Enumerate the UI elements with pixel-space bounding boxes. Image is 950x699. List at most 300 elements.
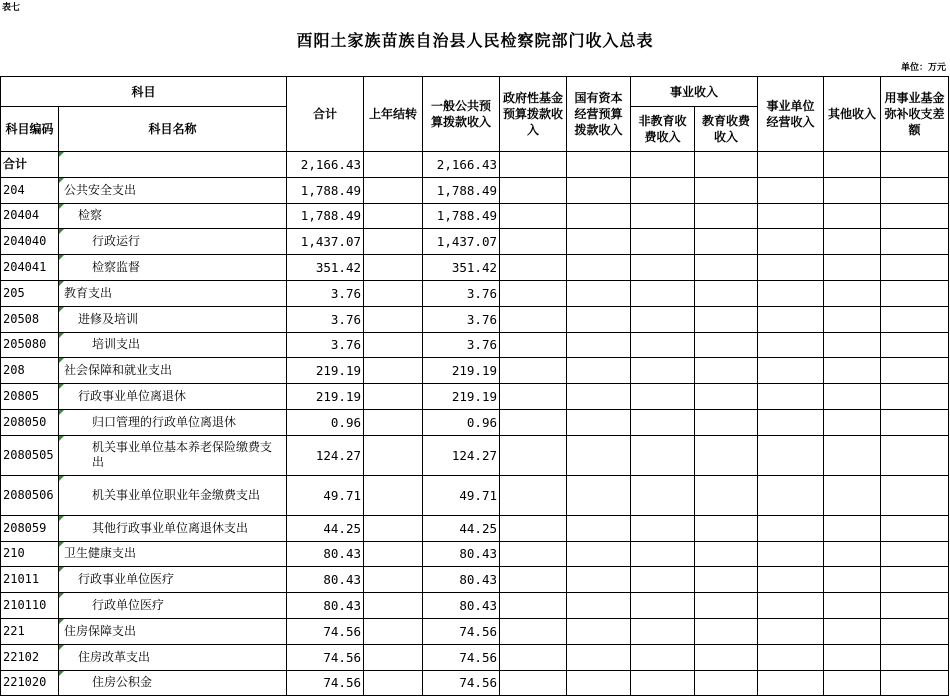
cell-reserve-fund: [881, 203, 949, 229]
cell-other-income: [824, 358, 881, 384]
cell-marker-icon: [59, 178, 64, 183]
subject-name-text: 行政单位医疗: [92, 598, 165, 613]
cell-unit-business: [758, 644, 824, 670]
subject-name-text: 行政事业单位医疗: [78, 572, 175, 587]
cell-carryover: [364, 593, 423, 619]
cell-state-capital: [567, 177, 631, 203]
cell-unit-business: [758, 203, 824, 229]
header-subject: 科目: [1, 77, 287, 107]
cell-subject-code: 20805: [1, 384, 59, 410]
subject-name-text: 其他行政事业单位离退休支出: [92, 520, 249, 535]
cell-education-fee: [695, 567, 758, 593]
cell-reserve-fund: [881, 593, 949, 619]
cell-general-budget: 80.43: [423, 593, 500, 619]
cell-carryover: [364, 409, 423, 435]
cell-unit-business: [758, 475, 824, 515]
income-summary-table: [0, 76, 949, 696]
cell-carryover: [364, 280, 423, 306]
subject-name-text: 社会保障和就业支出: [64, 363, 173, 378]
cell-carryover: [364, 229, 423, 255]
cell-carryover: [364, 618, 423, 644]
cell-carryover: [364, 255, 423, 281]
cell-general-budget: 124.27: [423, 435, 500, 475]
cell-unit-business: [758, 306, 824, 332]
cell-gov-fund: [500, 332, 567, 358]
cell-other-income: [824, 670, 881, 696]
cell-total: 1,437.07: [287, 229, 364, 255]
header-subject-name: 科目名称: [59, 107, 287, 152]
cell-subject-name: [59, 177, 287, 203]
cell-total: 44.25: [287, 515, 364, 541]
cell-reserve-fund: [881, 332, 949, 358]
subject-name-text: 进修及培训: [78, 311, 139, 326]
cell-state-capital: [567, 435, 631, 475]
cell-education-fee: [695, 152, 758, 178]
cell-marker-icon: [59, 671, 64, 676]
cell-state-capital: [567, 409, 631, 435]
cell-gov-fund: [500, 541, 567, 567]
cell-marker-icon: [59, 645, 64, 650]
cell-other-income: [824, 152, 881, 178]
cell-non-education-fee: [631, 280, 695, 306]
cell-reserve-fund: [881, 152, 949, 178]
cell-state-capital: [567, 475, 631, 515]
header-subject-code: 科目编码: [1, 107, 59, 152]
cell-carryover: [364, 332, 423, 358]
cell-other-income: [824, 567, 881, 593]
cell-subject-code: 21011: [1, 567, 59, 593]
cell-subject-code: 204: [1, 177, 59, 203]
cell-general-budget: 351.42: [423, 255, 500, 281]
cell-reserve-fund: [881, 515, 949, 541]
cell-state-capital: [567, 567, 631, 593]
table-row: [1, 255, 949, 281]
cell-reserve-fund: [881, 409, 949, 435]
cell-total: 219.19: [287, 358, 364, 384]
table-row: [1, 618, 949, 644]
cell-gov-fund: [500, 567, 567, 593]
cell-reserve-fund: [881, 229, 949, 255]
cell-subject-name: [59, 567, 287, 593]
cell-carryover: [364, 306, 423, 332]
cell-carryover: [364, 435, 423, 475]
table-row: [1, 670, 949, 696]
header-total: 合计: [287, 77, 364, 152]
cell-total: 3.76: [287, 280, 364, 306]
cell-general-budget: 0.96: [423, 409, 500, 435]
cell-general-budget: 3.76: [423, 306, 500, 332]
table-row: [1, 515, 949, 541]
cell-state-capital: [567, 203, 631, 229]
cell-state-capital: [567, 670, 631, 696]
cell-state-capital: [567, 593, 631, 619]
cell-gov-fund: [500, 358, 567, 384]
cell-subject-code: 22102: [1, 644, 59, 670]
cell-total: 80.43: [287, 541, 364, 567]
cell-reserve-fund: [881, 177, 949, 203]
cell-unit-business: [758, 280, 824, 306]
cell-marker-icon: [59, 229, 64, 234]
cell-subject-name: [59, 229, 287, 255]
cell-general-budget: 49.71: [423, 475, 500, 515]
cell-marker-icon: [59, 152, 64, 157]
cell-education-fee: [695, 255, 758, 281]
cell-subject-name: [59, 384, 287, 410]
cell-subject-code: 210110: [1, 593, 59, 619]
cell-unit-business: [758, 152, 824, 178]
cell-general-budget: 3.76: [423, 332, 500, 358]
cell-general-budget: 219.19: [423, 384, 500, 410]
cell-general-budget: 44.25: [423, 515, 500, 541]
cell-subject-code: 204041: [1, 255, 59, 281]
cell-subject-code: 2080506: [1, 475, 59, 515]
table-row: [1, 475, 949, 515]
cell-other-income: [824, 384, 881, 410]
cell-other-income: [824, 644, 881, 670]
cell-education-fee: [695, 435, 758, 475]
cell-subject-code: 208: [1, 358, 59, 384]
table-row: [1, 332, 949, 358]
cell-marker-icon: [59, 516, 64, 521]
cell-unit-business: [758, 229, 824, 255]
cell-other-income: [824, 332, 881, 358]
cell-total: 0.96: [287, 409, 364, 435]
subject-name-text: 教育支出: [64, 285, 113, 300]
cell-reserve-fund: [881, 670, 949, 696]
cell-subject-code: 2080505: [1, 435, 59, 475]
cell-non-education-fee: [631, 435, 695, 475]
cell-total: 74.56: [287, 618, 364, 644]
cell-total: 2,166.43: [287, 152, 364, 178]
cell-other-income: [824, 280, 881, 306]
cell-general-budget: 1,437.07: [423, 229, 500, 255]
cell-gov-fund: [500, 515, 567, 541]
table-row: [1, 593, 949, 619]
cell-subject-code: 221020: [1, 670, 59, 696]
cell-subject-code: 208050: [1, 409, 59, 435]
cell-reserve-fund: [881, 255, 949, 281]
subject-name-text: 机关事业单位职业年金缴费支出: [92, 487, 261, 502]
table-row: [1, 384, 949, 410]
cell-reserve-fund: [881, 644, 949, 670]
cell-subject-name: [59, 255, 287, 281]
cell-education-fee: [695, 203, 758, 229]
cell-carryover: [364, 644, 423, 670]
cell-unit-business: [758, 332, 824, 358]
cell-state-capital: [567, 384, 631, 410]
cell-subject-name: [59, 618, 287, 644]
cell-state-capital: [567, 541, 631, 567]
subject-name-text: 归口管理的行政单位离退休: [92, 414, 237, 429]
cell-other-income: [824, 229, 881, 255]
cell-subject-name: [59, 152, 287, 178]
cell-gov-fund: [500, 409, 567, 435]
cell-carryover: [364, 384, 423, 410]
cell-subject-name: [59, 644, 287, 670]
cell-reserve-fund: [881, 475, 949, 515]
cell-general-budget: 74.56: [423, 644, 500, 670]
cell-marker-icon: [59, 307, 64, 312]
cell-education-fee: [695, 332, 758, 358]
table-row: [1, 541, 949, 567]
table-row: [1, 409, 949, 435]
cell-subject-code: 204040: [1, 229, 59, 255]
cell-gov-fund: [500, 644, 567, 670]
cell-non-education-fee: [631, 618, 695, 644]
header-business-income: 事业收入: [631, 77, 758, 107]
cell-state-capital: [567, 306, 631, 332]
table-number-tag: 表七: [2, 3, 21, 13]
cell-marker-icon: [59, 358, 64, 363]
table-row: [1, 435, 949, 475]
cell-unit-business: [758, 618, 824, 644]
cell-gov-fund: [500, 618, 567, 644]
cell-carryover: [364, 177, 423, 203]
cell-gov-fund: [500, 593, 567, 619]
cell-education-fee: [695, 618, 758, 644]
cell-education-fee: [695, 409, 758, 435]
cell-state-capital: [567, 644, 631, 670]
cell-non-education-fee: [631, 229, 695, 255]
unit-label: 单位：万元: [900, 63, 946, 73]
cell-education-fee: [695, 177, 758, 203]
cell-education-fee: [695, 593, 758, 619]
cell-subject-name: [59, 409, 287, 435]
cell-other-income: [824, 593, 881, 619]
cell-subject-code: 205080: [1, 332, 59, 358]
cell-education-fee: [695, 229, 758, 255]
cell-total: 80.43: [287, 567, 364, 593]
header-education-fee: 教育收费收入: [695, 107, 758, 152]
header-gov-fund: 政府性基金预算拨款收入: [500, 77, 567, 152]
cell-marker-icon: [59, 593, 64, 598]
cell-reserve-fund: [881, 384, 949, 410]
cell-subject-code: 208059: [1, 515, 59, 541]
cell-total: 1,788.49: [287, 177, 364, 203]
cell-general-budget: 219.19: [423, 358, 500, 384]
cell-education-fee: [695, 384, 758, 410]
header-carryover: 上年结转: [364, 77, 423, 152]
cell-gov-fund: [500, 475, 567, 515]
header-other-income: 其他收入: [824, 77, 881, 152]
cell-total: 49.71: [287, 475, 364, 515]
cell-general-budget: 80.43: [423, 541, 500, 567]
cell-state-capital: [567, 358, 631, 384]
table-row: [1, 229, 949, 255]
cell-non-education-fee: [631, 541, 695, 567]
cell-unit-business: [758, 593, 824, 619]
page-title: 酉阳土家族苗族自治县人民检察院部门收入总表: [296, 31, 654, 50]
subject-name-text: 检察: [78, 208, 103, 223]
cell-general-budget: 3.76: [423, 280, 500, 306]
table-row: [1, 177, 949, 203]
cell-non-education-fee: [631, 152, 695, 178]
cell-state-capital: [567, 332, 631, 358]
table-row: [1, 280, 949, 306]
subject-name-text: 机关事业单位基本养老保险缴费支出: [92, 440, 273, 470]
table-row: [1, 203, 949, 229]
cell-unit-business: [758, 435, 824, 475]
cell-general-budget: 74.56: [423, 618, 500, 644]
cell-other-income: [824, 435, 881, 475]
cell-total: 80.43: [287, 593, 364, 619]
cell-unit-business: [758, 255, 824, 281]
cell-non-education-fee: [631, 255, 695, 281]
cell-total: 351.42: [287, 255, 364, 281]
cell-subject-code: 210: [1, 541, 59, 567]
header-state-capital: 国有资本经营预算拨款收入: [567, 77, 631, 152]
cell-unit-business: [758, 358, 824, 384]
cell-marker-icon: [59, 436, 64, 441]
cell-unit-business: [758, 670, 824, 696]
cell-subject-name: [59, 670, 287, 696]
cell-marker-icon: [59, 542, 64, 547]
cell-subject-code: 205: [1, 280, 59, 306]
cell-subject-name: [59, 541, 287, 567]
cell-state-capital: [567, 255, 631, 281]
cell-carryover: [364, 670, 423, 696]
cell-education-fee: [695, 670, 758, 696]
table-row: [1, 358, 949, 384]
cell-non-education-fee: [631, 384, 695, 410]
cell-subject-name: [59, 435, 287, 475]
cell-gov-fund: [500, 280, 567, 306]
cell-subject-code: 20508: [1, 306, 59, 332]
cell-total: 124.27: [287, 435, 364, 475]
cell-subject-name: [59, 306, 287, 332]
header-non-education-fee: 非教育收费收入: [631, 107, 695, 152]
cell-subject-code: 20404: [1, 203, 59, 229]
cell-marker-icon: [59, 567, 64, 572]
cell-unit-business: [758, 515, 824, 541]
cell-subject-name: [59, 593, 287, 619]
cell-subject-name: [59, 332, 287, 358]
cell-general-budget: 1,788.49: [423, 203, 500, 229]
cell-subject-name: [59, 515, 287, 541]
cell-non-education-fee: [631, 332, 695, 358]
cell-other-income: [824, 409, 881, 435]
cell-non-education-fee: [631, 358, 695, 384]
cell-non-education-fee: [631, 593, 695, 619]
cell-state-capital: [567, 280, 631, 306]
cell-other-income: [824, 515, 881, 541]
cell-reserve-fund: [881, 567, 949, 593]
cell-non-education-fee: [631, 177, 695, 203]
cell-total: 3.76: [287, 332, 364, 358]
cell-gov-fund: [500, 384, 567, 410]
cell-carryover: [364, 541, 423, 567]
cell-marker-icon: [59, 255, 64, 260]
cell-total: 74.56: [287, 644, 364, 670]
cell-other-income: [824, 541, 881, 567]
cell-marker-icon: [59, 204, 64, 209]
table-row: [1, 567, 949, 593]
cell-marker-icon: [59, 281, 64, 286]
cell-subject-name: [59, 358, 287, 384]
cell-state-capital: [567, 618, 631, 644]
cell-carryover: [364, 152, 423, 178]
cell-carryover: [364, 567, 423, 593]
cell-subject-name: [59, 475, 287, 515]
table-row: [1, 644, 949, 670]
cell-education-fee: [695, 515, 758, 541]
table-row: [1, 152, 949, 178]
header-reserve-fund: 用事业基金弥补收支差额: [881, 77, 949, 152]
cell-education-fee: [695, 475, 758, 515]
cell-subject-name: [59, 203, 287, 229]
cell-unit-business: [758, 177, 824, 203]
cell-non-education-fee: [631, 203, 695, 229]
cell-total: 1,788.49: [287, 203, 364, 229]
cell-gov-fund: [500, 255, 567, 281]
cell-marker-icon: [59, 384, 64, 389]
cell-general-budget: 80.43: [423, 567, 500, 593]
cell-other-income: [824, 203, 881, 229]
cell-gov-fund: [500, 229, 567, 255]
cell-education-fee: [695, 541, 758, 567]
cell-reserve-fund: [881, 306, 949, 332]
cell-non-education-fee: [631, 515, 695, 541]
cell-non-education-fee: [631, 644, 695, 670]
cell-gov-fund: [500, 670, 567, 696]
subject-name-text: 培训支出: [92, 337, 141, 352]
cell-general-budget: 74.56: [423, 670, 500, 696]
cell-subject-code: 合计: [1, 152, 59, 178]
cell-education-fee: [695, 306, 758, 332]
cell-subject-code: 221: [1, 618, 59, 644]
cell-non-education-fee: [631, 306, 695, 332]
subject-name-text: 住房公积金: [92, 675, 153, 690]
cell-general-budget: 1,788.49: [423, 177, 500, 203]
cell-carryover: [364, 475, 423, 515]
cell-total: 219.19: [287, 384, 364, 410]
subject-name-text: 卫生健康支出: [64, 546, 137, 561]
cell-reserve-fund: [881, 435, 949, 475]
cell-gov-fund: [500, 203, 567, 229]
cell-education-fee: [695, 358, 758, 384]
cell-education-fee: [695, 644, 758, 670]
cell-marker-icon: [59, 476, 64, 481]
cell-non-education-fee: [631, 475, 695, 515]
cell-total: 3.76: [287, 306, 364, 332]
cell-state-capital: [567, 152, 631, 178]
cell-unit-business: [758, 567, 824, 593]
cell-carryover: [364, 203, 423, 229]
cell-non-education-fee: [631, 409, 695, 435]
cell-total: 74.56: [287, 670, 364, 696]
cell-education-fee: [695, 280, 758, 306]
cell-gov-fund: [500, 306, 567, 332]
subject-name-text: 行政运行: [92, 234, 141, 249]
cell-other-income: [824, 618, 881, 644]
cell-unit-business: [758, 541, 824, 567]
cell-state-capital: [567, 229, 631, 255]
cell-carryover: [364, 515, 423, 541]
cell-other-income: [824, 306, 881, 332]
cell-marker-icon: [59, 410, 64, 415]
cell-state-capital: [567, 515, 631, 541]
cell-gov-fund: [500, 177, 567, 203]
subject-name-text: 住房保障支出: [64, 623, 137, 638]
cell-general-budget: 2,166.43: [423, 152, 500, 178]
cell-non-education-fee: [631, 670, 695, 696]
cell-marker-icon: [59, 619, 64, 624]
cell-reserve-fund: [881, 280, 949, 306]
subject-name-text: 行政事业单位离退休: [78, 389, 187, 404]
cell-unit-business: [758, 409, 824, 435]
header-unit-business: 事业单位经营收入: [758, 77, 824, 152]
cell-unit-business: [758, 384, 824, 410]
